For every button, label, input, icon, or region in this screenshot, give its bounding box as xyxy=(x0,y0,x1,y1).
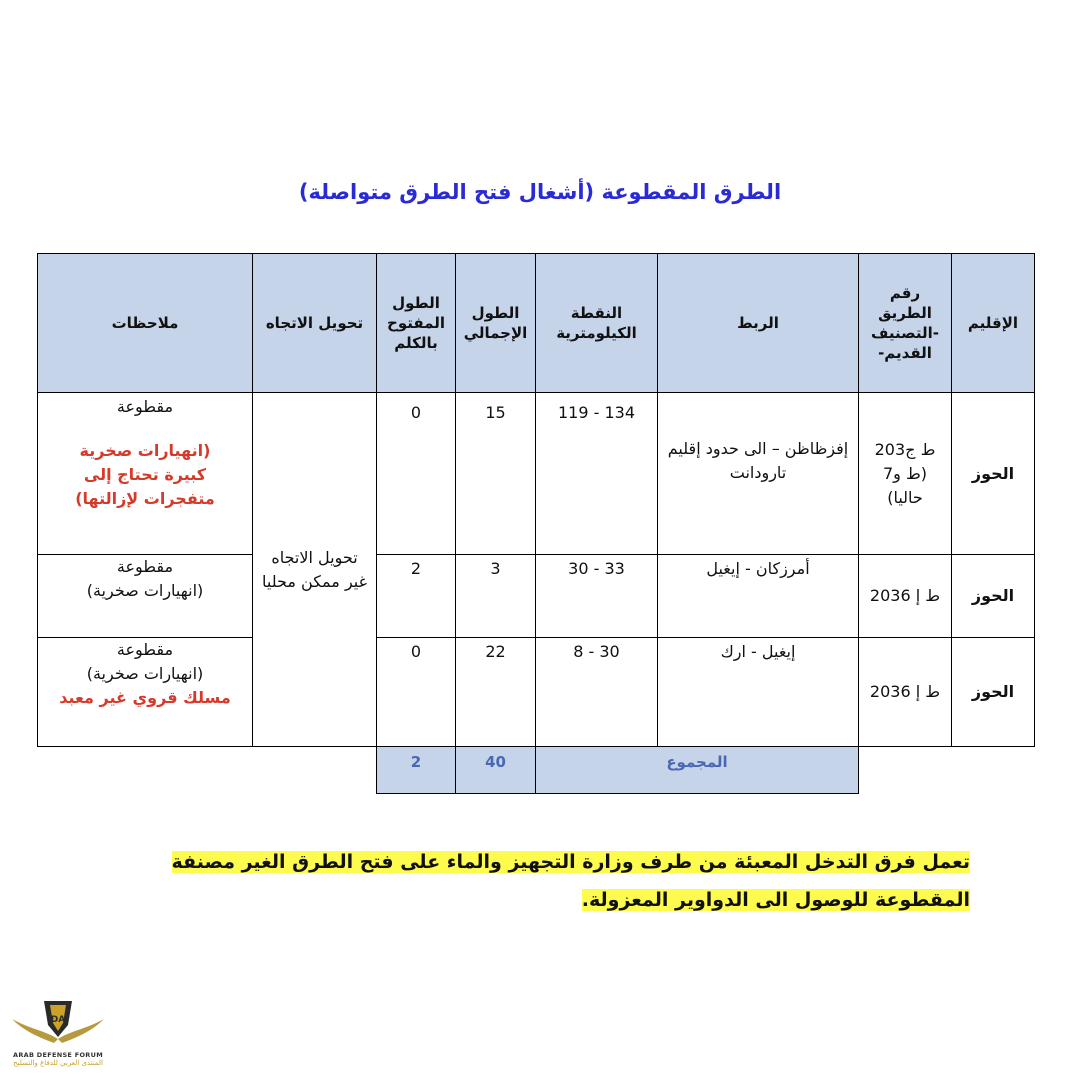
header-open-length: الطول المفتوح بالكلم xyxy=(377,254,456,393)
page-title: الطرق المقطوعة (أشغال فتح الطرق متواصلة) xyxy=(298,180,782,204)
cell-road-number: ط ج203 (ط و7 حاليا) xyxy=(859,393,952,555)
cell-total-length: 15 xyxy=(456,393,536,555)
note-detail: (انهيارات صخرية) xyxy=(86,581,204,600)
cell-link: إيغيل - ارك xyxy=(658,638,859,747)
table-header-row xyxy=(38,254,1035,393)
arab-defense-forum-logo xyxy=(6,995,110,1077)
header-link: الربط xyxy=(658,254,859,393)
km-point-value: 30 - 33 xyxy=(568,559,625,578)
cell-open-length: 2 xyxy=(377,555,456,638)
cell-open-length: 0 xyxy=(377,393,456,555)
table-row xyxy=(38,393,1035,555)
cell-link: إفزظاظن – الى حدود إقليم تارودانت xyxy=(658,393,859,555)
total-open-value: 2 xyxy=(377,747,456,794)
header-region: الإقليم xyxy=(952,254,1035,393)
logo-name: ARAB DEFENSE FORUM xyxy=(13,1051,103,1059)
header-km-point: النقطة الكيلومترية xyxy=(536,254,658,393)
note-status: مقطوعة xyxy=(116,640,174,659)
total-row xyxy=(38,747,1035,794)
cell-open-length: 0 xyxy=(377,638,456,747)
cell-km-point xyxy=(536,638,658,747)
total-label: المجموع xyxy=(536,747,859,794)
cell-region: الحوز xyxy=(952,638,1035,747)
note-detail: (انهيارات صخرية كبيرة تحتاج إلى متفجرات لإزالتها) xyxy=(75,441,215,508)
cell-notes xyxy=(38,393,253,555)
header-total-length: الطول الإجمالي xyxy=(456,254,536,393)
cell-road-number: ط إ 2036 xyxy=(859,555,952,638)
note-extra: مسلك قروي غير معبد xyxy=(59,688,231,707)
logo-arabic-name: المنتدى العربي للدفاع والتسليح xyxy=(13,1059,103,1067)
table-row xyxy=(38,638,1035,747)
header-road-number: رقم الطريق -التصنيف القديم- xyxy=(859,254,952,393)
cell-km-point xyxy=(536,393,658,555)
cell-total-length: 3 xyxy=(456,555,536,638)
km-point-value: 119 - 134 xyxy=(557,403,636,422)
note-status: مقطوعة xyxy=(116,397,174,416)
total-length-value: 40 xyxy=(456,747,536,794)
note-detail: (انهيارات صخرية) xyxy=(86,664,204,683)
cell-link: أمرزكان - إيغيل xyxy=(658,555,859,638)
cell-diversion: تحويل الاتجاه غير ممكن محليا xyxy=(253,393,377,747)
cell-total-length: 22 xyxy=(456,638,536,747)
highlighted-note xyxy=(110,843,970,919)
cell-notes xyxy=(38,638,253,747)
logo-mark: DA xyxy=(50,1015,66,1025)
km-point-value: 8 - 30 xyxy=(573,642,620,661)
table-row xyxy=(38,555,1035,638)
highlighted-note-text: تعمل فرق التدخل المعبئة من طرف وزارة التجهيز والماء على فتح الطرق الغير مصنفة المقطوعة للوصول الى الدواوير المعزولة. xyxy=(171,851,970,911)
cell-km-point xyxy=(536,555,658,638)
header-notes: ملاحظات xyxy=(38,254,253,393)
eagle-wings-icon xyxy=(6,995,110,1045)
closed-roads-table xyxy=(37,253,1035,794)
cell-road-number: ط إ 2036 xyxy=(859,638,952,747)
note-status: مقطوعة xyxy=(116,557,174,576)
cell-region: الحوز xyxy=(952,555,1035,638)
cell-region: الحوز xyxy=(952,393,1035,555)
header-diversion: تحويل الاتجاه xyxy=(253,254,377,393)
cell-notes xyxy=(38,555,253,638)
